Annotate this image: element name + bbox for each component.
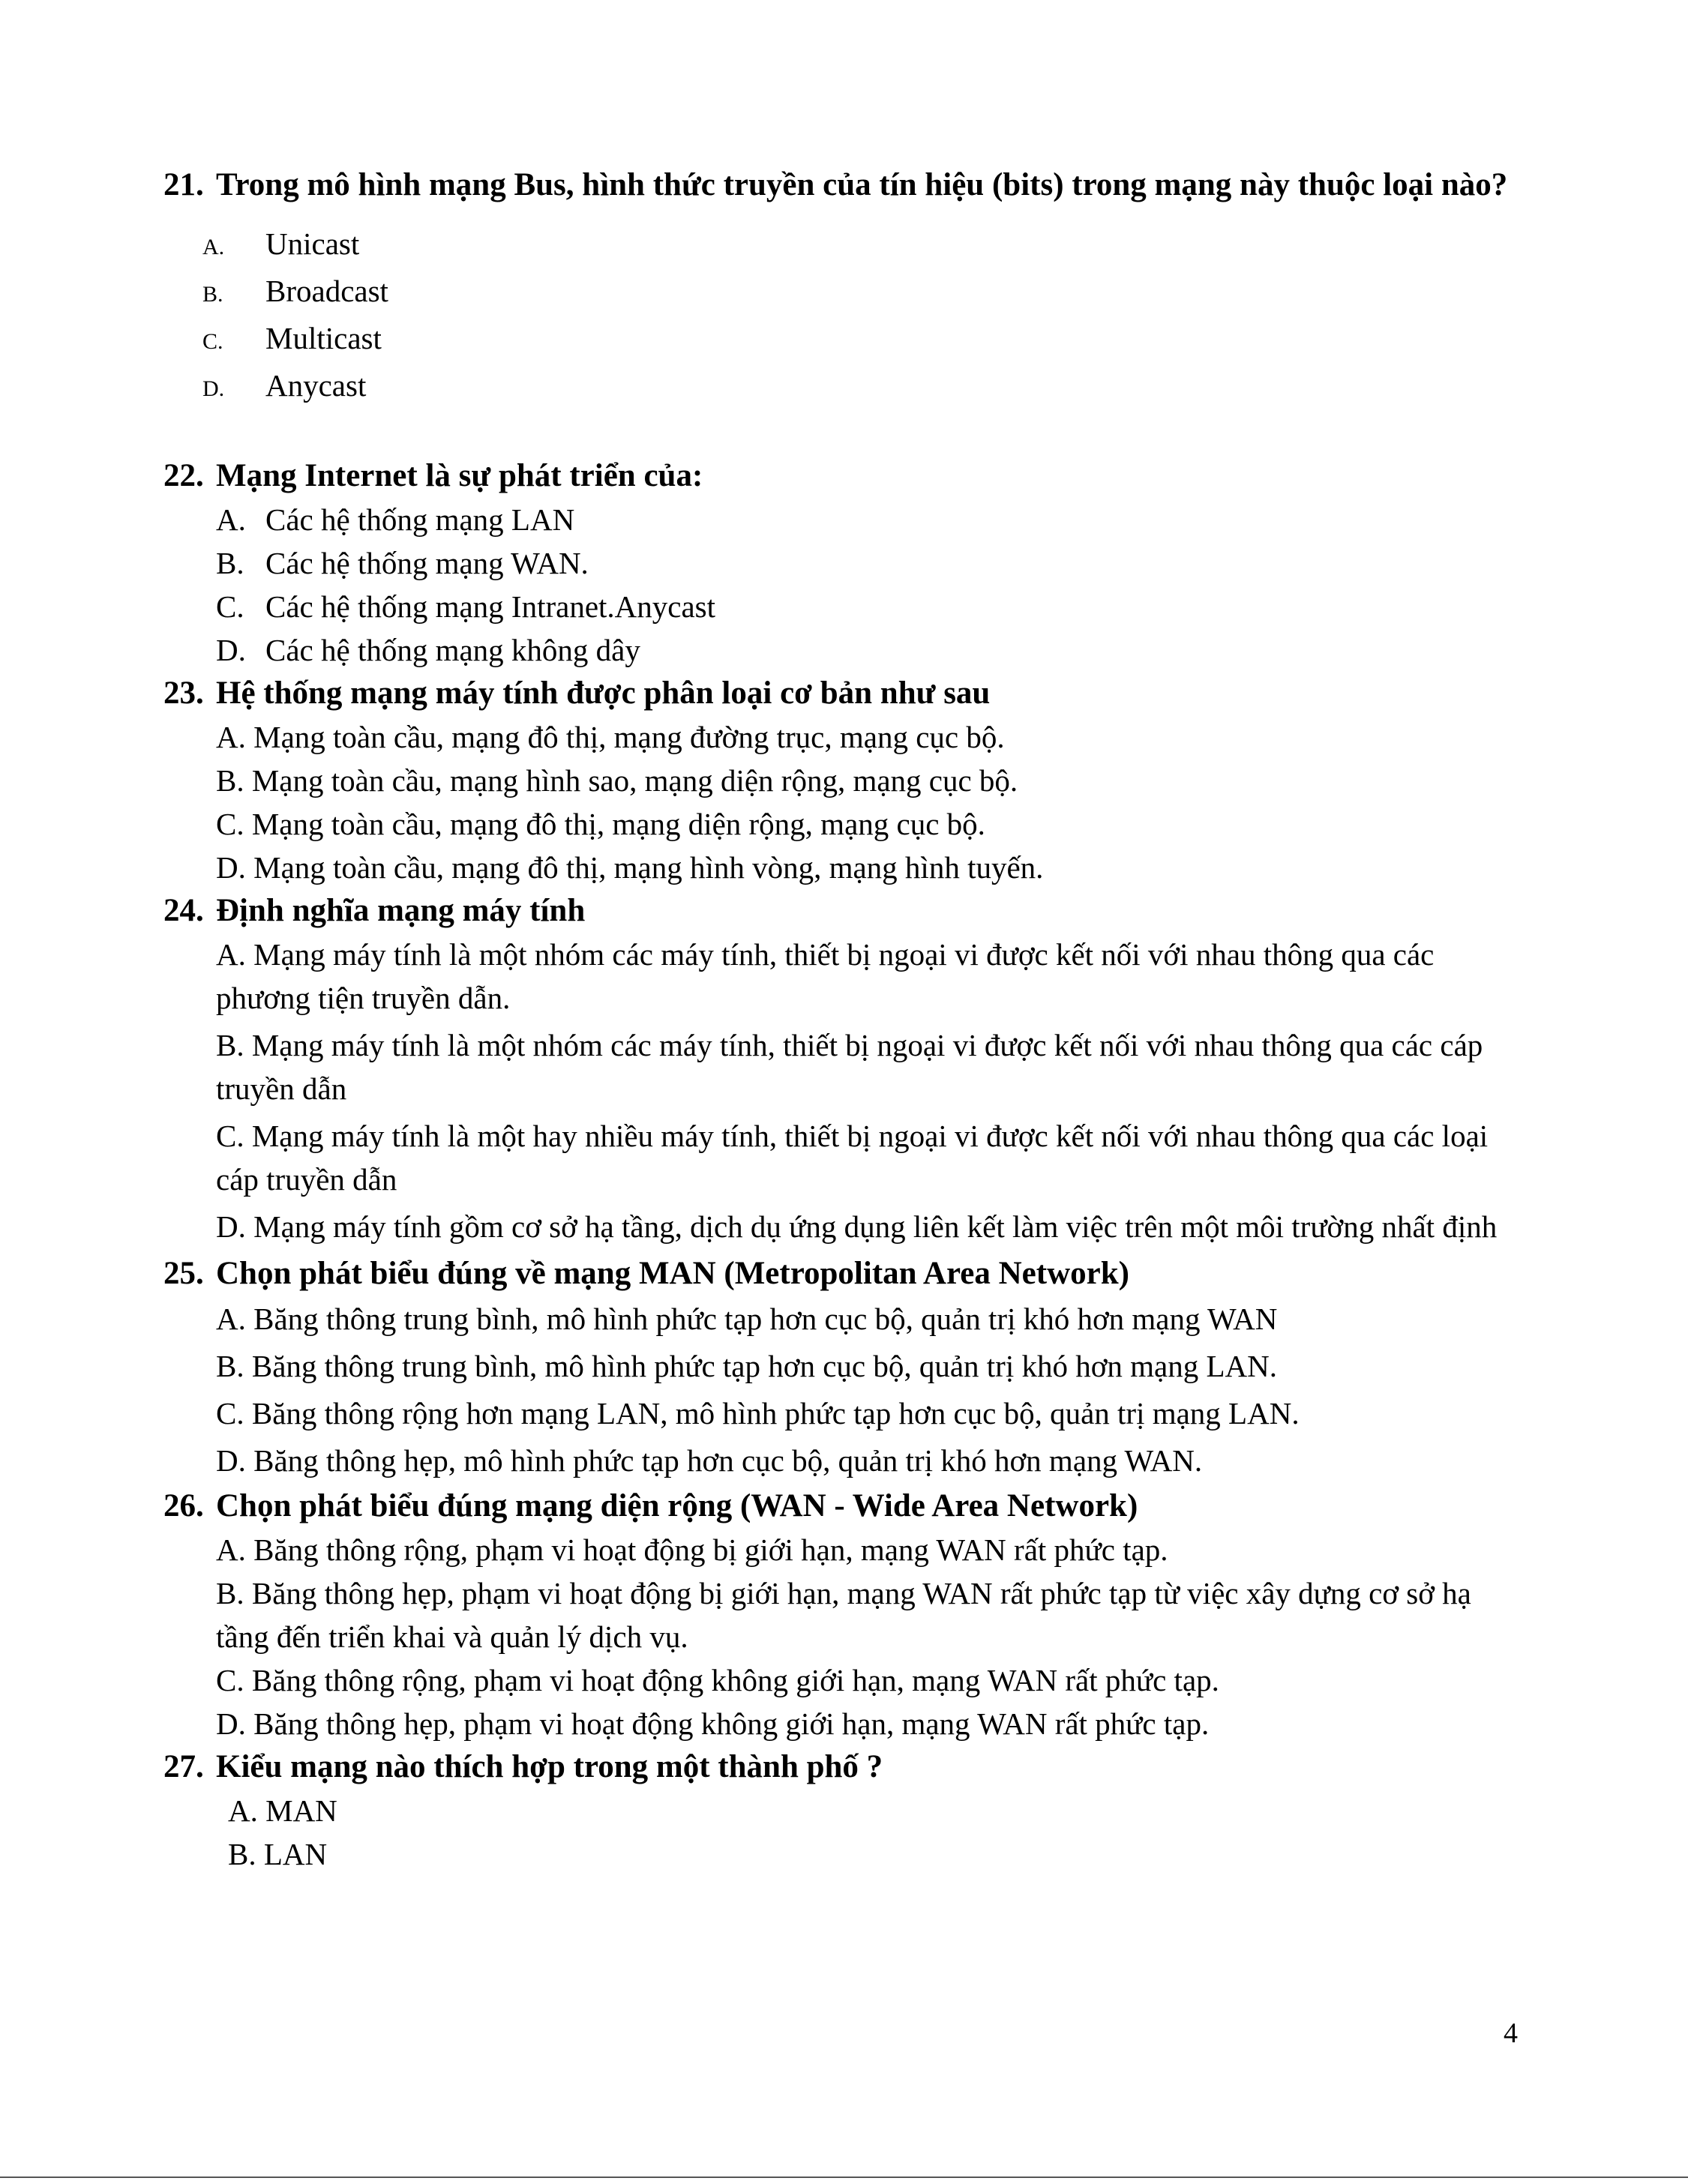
- question-number: 27.: [163, 1749, 204, 1784]
- option-c: [163, 316, 1513, 364]
- option-text: Các hệ thống mạng LAN: [265, 502, 575, 537]
- option-d: D. Mạng máy tính gồm cơ sở hạ tầng, dịch dụ ứng dụng liên kết làm việc trên một môi trường nhất định: [216, 1209, 1498, 1244]
- option-c: [163, 585, 1513, 628]
- option-d: D. Mạng toàn cầu, mạng đô thị, mạng hình vòng, mạng hình tuyến.: [216, 850, 1044, 885]
- option-list: [163, 222, 1513, 411]
- option-a: [163, 498, 1513, 541]
- option-letter: B.: [216, 546, 244, 580]
- question-25: [163, 1252, 1513, 1484]
- question-text: Định nghĩa mạng máy tính: [216, 893, 586, 928]
- option-letter: A.: [216, 502, 246, 537]
- option-c: C. Băng thông rộng hơn mạng LAN, mô hình phức tạp hơn cục bộ, quản trị mạng LAN.: [216, 1396, 1300, 1431]
- page-bottom-divider: [0, 2177, 1688, 2178]
- option-list: [163, 1528, 1513, 1745]
- question-title: [163, 889, 1513, 933]
- option-list: [163, 1789, 1513, 1876]
- option-list: [163, 715, 1513, 889]
- option-a: A. MAN: [228, 1793, 337, 1828]
- page-number: 4: [1504, 2018, 1518, 2049]
- option-text: Các hệ thống mạng WAN.: [265, 546, 589, 580]
- option-c: C. Mạng toàn cầu, mạng đô thị, mạng diện rộng, mạng cục bộ.: [216, 807, 985, 841]
- option-letter: D.: [216, 633, 246, 667]
- question-27: [163, 1745, 1513, 1876]
- option-letter: B.: [202, 282, 223, 307]
- option-c: C. Băng thông rộng, phạm vi hoạt động không giới hạn, mạng WAN rất phức tạp.: [216, 1663, 1219, 1697]
- question-text: Chọn phát biểu đúng mạng diện rộng (WAN - Wide Area Network): [216, 1488, 1138, 1523]
- option-text: Multicast: [265, 321, 382, 355]
- question-number: 22.: [163, 458, 204, 493]
- option-b: B. Mạng toàn cầu, mạng hình sao, mạng diện rộng, mạng cục bộ.: [216, 763, 1018, 798]
- question-number: 25.: [163, 1256, 204, 1291]
- option-letter: C.: [216, 589, 244, 624]
- question-21: [163, 163, 1513, 411]
- question-text: Mạng Internet là sự phát triển của:: [216, 458, 703, 493]
- question-title: [163, 163, 1513, 207]
- question-text: Trong mô hình mạng Bus, hình thức truyền của tín hiệu (bits) trong mạng này thuộc loại nào?: [216, 167, 1508, 202]
- option-b: B. Băng thông hẹp, phạm vi hoạt động bị giới hạn, mạng WAN rất phức tạp từ việc xây dựng cơ sở hạ tầng đến triển khai và quản lý dịch vụ.: [216, 1576, 1471, 1654]
- option-b: [163, 269, 1513, 316]
- option-text: Anycast: [265, 368, 367, 403]
- option-letter: D.: [202, 376, 225, 401]
- option-list: [163, 1296, 1513, 1484]
- option-list: [163, 933, 1513, 1248]
- question-text: Hệ thống mạng máy tính được phân loại cơ bản như sau: [216, 676, 991, 711]
- option-letter: C.: [202, 329, 223, 354]
- option-d: [163, 364, 1513, 411]
- question-number: 21.: [163, 167, 204, 202]
- option-text: Broadcast: [265, 274, 388, 308]
- option-text: Các hệ thống mạng không dây: [265, 633, 640, 667]
- option-b: [163, 541, 1513, 585]
- option-text: Các hệ thống mạng Intranet.Anycast: [265, 589, 716, 624]
- question-text: Kiểu mạng nào thích hợp trong một thành phố ?: [216, 1749, 883, 1784]
- option-a: A. Băng thông trung bình, mô hình phức tạp hơn cục bộ, quản trị khó hơn mạng WAN: [216, 1302, 1278, 1336]
- question-number: 24.: [163, 893, 204, 928]
- option-list: [163, 498, 1513, 672]
- question-22: [163, 454, 1513, 672]
- option-a: [163, 222, 1513, 269]
- option-b: B. Băng thông trung bình, mô hình phức tạp hơn cục bộ, quản trị khó hơn mạng LAN.: [216, 1349, 1278, 1383]
- option-a: A. Mạng toàn cầu, mạng đô thị, mạng đường trục, mạng cục bộ.: [216, 720, 1005, 754]
- option-c: C. Mạng máy tính là một hay nhiều máy tính, thiết bị ngoại vi được kết nối với nhau thông qua các loại cáp truyền dẫn: [216, 1119, 1489, 1197]
- option-text: Unicast: [265, 226, 360, 261]
- question-number: 23.: [163, 676, 204, 711]
- question-title: [163, 672, 1513, 715]
- question-title: [163, 1484, 1513, 1528]
- option-b: B. Mạng máy tính là một nhóm các máy tính, thiết bị ngoại vi được kết nối với nhau thông qua các cáp truyền dẫn: [216, 1028, 1483, 1106]
- option-d: D. Băng thông hẹp, phạm vi hoạt động không giới hạn, mạng WAN rất phức tạp.: [216, 1706, 1210, 1741]
- page-content: [163, 163, 1513, 1876]
- option-a: A. Mạng máy tính là một nhóm các máy tính, thiết bị ngoại vi được kết nối với nhau thông qua các phương tiện truyền dẫn.: [216, 937, 1435, 1015]
- question-number: 26.: [163, 1488, 204, 1523]
- question-title: [163, 454, 1513, 498]
- option-letter: A.: [202, 235, 225, 259]
- question-text: Chọn phát biểu đúng về mạng MAN (Metropolitan Area Network): [216, 1256, 1129, 1291]
- question-26: [163, 1484, 1513, 1745]
- question-title: [163, 1252, 1513, 1296]
- question-24: [163, 889, 1513, 1248]
- question-23: [163, 672, 1513, 889]
- option-d: D. Băng thông hẹp, mô hình phức tạp hơn cục bộ, quản trị khó hơn mạng WAN.: [216, 1443, 1203, 1478]
- option-b: B. LAN: [228, 1837, 328, 1871]
- option-d: [163, 628, 1513, 672]
- option-a: A. Băng thông rộng, phạm vi hoạt động bị giới hạn, mạng WAN rất phức tạp.: [216, 1532, 1168, 1567]
- question-title: [163, 1745, 1513, 1789]
